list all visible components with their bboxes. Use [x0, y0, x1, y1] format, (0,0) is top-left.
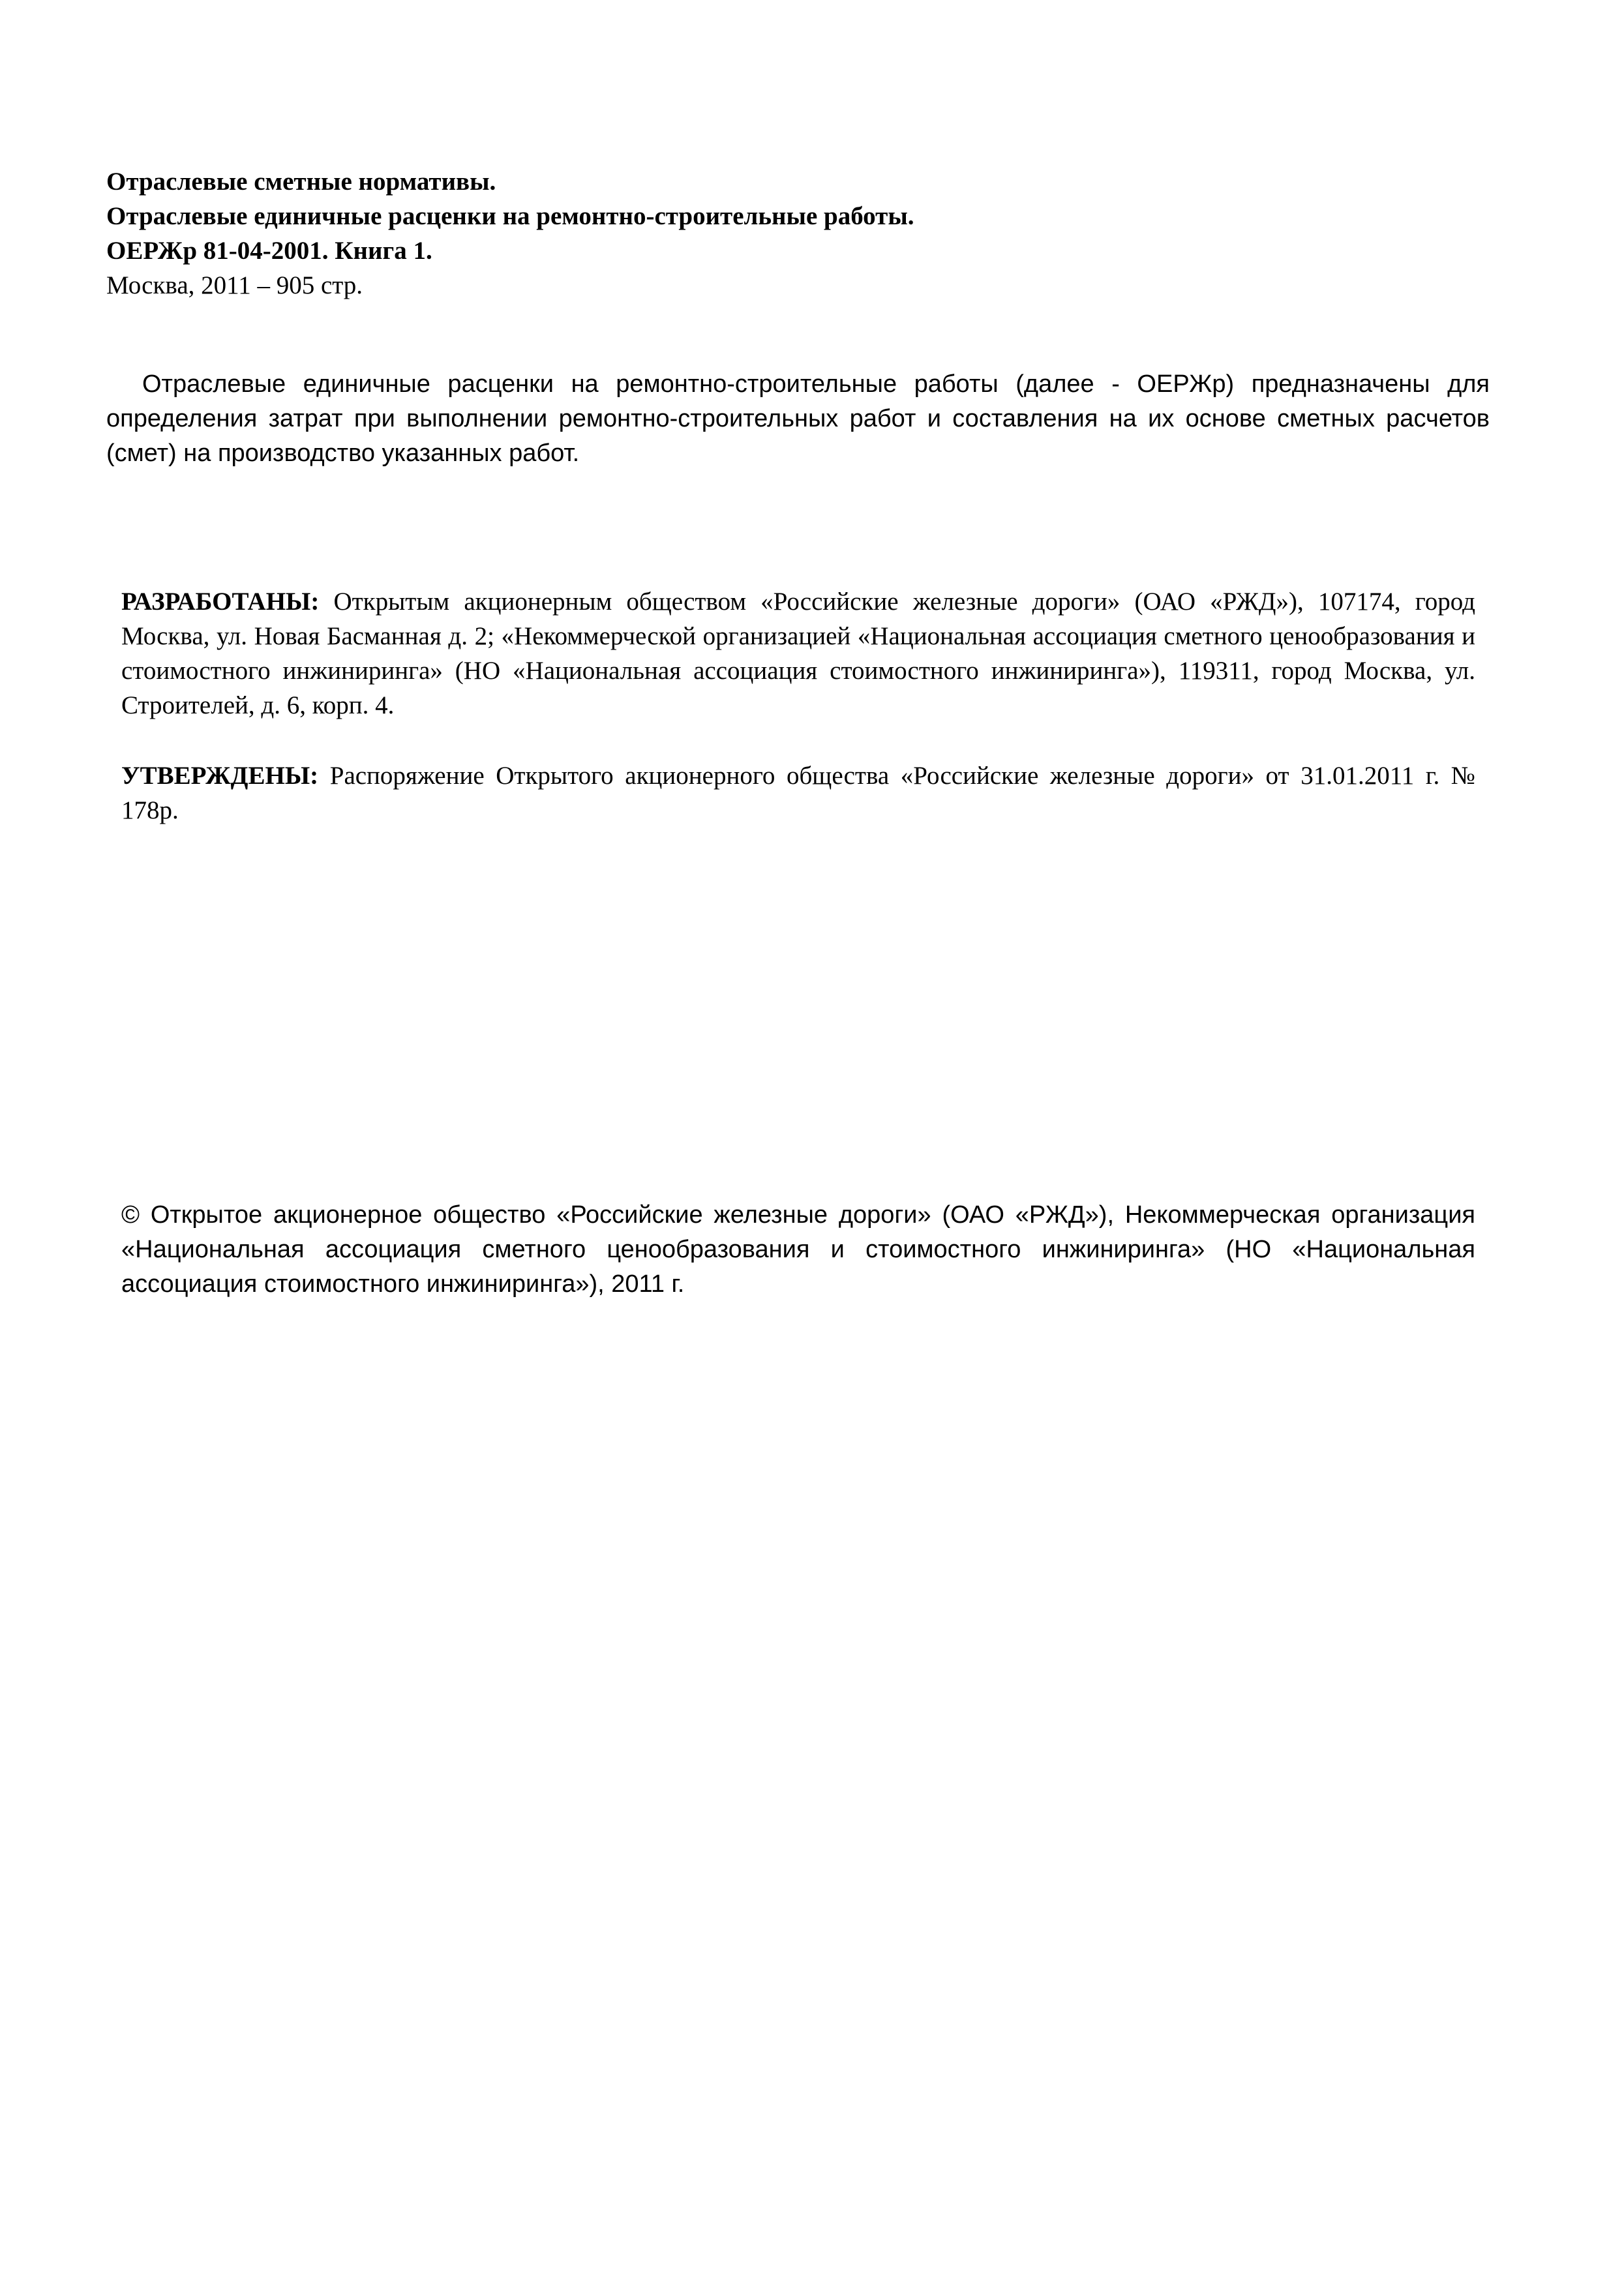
title-line-1: Отраслевые сметные нормативы.: [106, 168, 496, 196]
copyright-notice: © Открытое акционерное общество «Российские железные дороги» (ОАО «РЖД»), Некоммерческая организация «Национальная ассоциация сметного ценообразования и стоимостного инжиниринга» (НО «Национальная ассоциация стоимостного инжиниринга»), 2011 г.: [121, 1201, 1475, 1298]
approved-by-label: УТВЕРЖДЕНЫ:: [121, 762, 319, 790]
developed-by-text: Открытым акционерным обществом «Российские железные дороги» (ОАО «РЖД»), 107174, город Москва, ул. Новая Басманная д. 2; «Некоммерческой организацией «Национальная ассоциация сметного ценообразования и стоимостного инжиниринга» (НО «Национальная ассоциация стоимостного инжиниринга»), 119311, город Москва, ул. Строителей, д. 6, корп. 4.: [121, 588, 1475, 719]
title-line-3: ОЕРЖр 81-04-2001. Книга 1.: [106, 237, 432, 265]
publication-info: Москва, 2011 – 905 стр.: [106, 271, 363, 299]
developed-by-paragraph: [121, 584, 1475, 723]
intro-paragraph: Отраслевые единичные расценки на ремонтно-строительные работы (далее - ОЕРЖр) предназначены для определения затрат при выполнении ремонтно-строительных работ и составления на их основе сметных расчетов (смет) на производство указанных работ.: [106, 370, 1490, 467]
approved-by-paragraph: [121, 758, 1475, 828]
document-header: [106, 164, 1476, 303]
developed-by-label: РАЗРАБОТАНЫ:: [121, 588, 320, 616]
title-line-2: Отраслевые единичные расценки на ремонтно-строительные работы.: [106, 202, 914, 230]
approved-by-text: Распоряжение Открытого акционерного общества «Российские железные дороги» от 31.01.2011 г. № 178р.: [121, 762, 1476, 824]
